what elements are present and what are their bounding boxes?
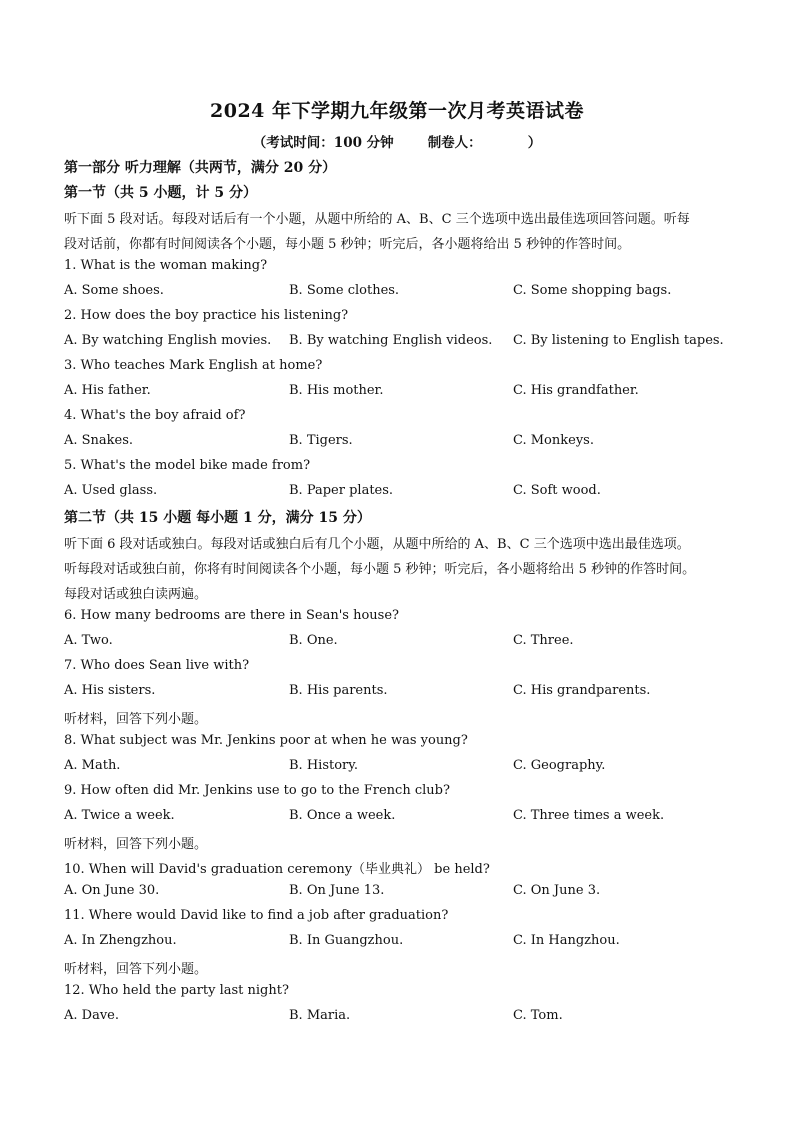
section2-instruction: 听每段对话或独白前，你将有时间阅读各个小题，每小题 5 秒钟；听完后，各小题将给出 5 秒钟的作答时间。 [64,562,696,577]
author-label: 制卷人： [427,135,482,151]
option-c: C. By listening to English tapes. [513,333,724,348]
option-a: A. Snakes. [64,433,134,448]
option-b: B. His parents. [289,683,388,698]
option-b: B. Tigers. [289,433,353,448]
material-prompt: 听材料，回答下列小题。 [64,837,208,852]
close-paren: ） [527,135,542,151]
option-c: C. Geography. [513,758,606,773]
option-b: B. On June 13. [289,883,385,898]
option-a: A. In Zhengzhou. [64,933,177,948]
part1-heading: 第一部分 听力理解（共两节，满分 20 分） [64,160,337,176]
section2-instruction: 听下面 6 段对话或独白。每段对话或独白后有几个小题，从题中所给的 A、B、C 三个选项中选出最佳选项。 [64,537,690,552]
option-c: C. Monkeys. [513,433,594,448]
question-text: 10. When will David's graduation ceremony（毕业典礼） be held? [64,862,490,877]
question-text: 6. How many bedrooms are there in Sean's house? [64,608,400,623]
question-text: 9. How often did Mr. Jenkins use to go to the French club? [64,783,450,798]
question-text: 5. What's the model bike made from? [64,458,311,473]
option-c: C. Soft wood. [513,483,601,498]
question-text: 8. What subject was Mr. Jenkins poor at when he was young? [64,733,468,748]
option-a: A. Twice a week. [64,808,175,823]
option-b: B. His mother. [289,383,384,398]
option-c: C. His grandfather. [513,383,639,398]
material-prompt: 听材料，回答下列小题。 [64,962,208,977]
option-c: C. Three times a week. [513,808,665,823]
question-text: 12. Who held the party last night? [64,983,289,998]
question-text: 2. How does the boy practice his listening? [64,308,349,323]
option-b: B. Once a week. [289,808,396,823]
exam-subtitle [0,131,794,151]
option-a: A. Dave. [64,1008,119,1023]
section2-instruction: 每段对话或独白读两遍。 [64,587,208,602]
option-b: B. History. [289,758,358,773]
option-a: A. His father. [64,383,151,398]
question-text: 4. What's the boy afraid of? [64,408,246,423]
option-b: B. Maria. [289,1008,351,1023]
section1-instruction: 段对话前，你都有时间阅读各个小题，每小题 5 秒钟；听完后，各小题将给出 5 秒钟的作答时间。 [64,237,631,252]
option-c: C. Tom. [513,1008,563,1023]
exam-time: （考试时间：100 分钟 [252,135,394,151]
section2-heading: 第二节（共 15 小题 每小题 1 分，满分 15 分） [64,510,371,526]
option-c: C. In Hangzhou. [513,933,620,948]
question-text: 3. Who teaches Mark English at home? [64,358,323,373]
option-c: C. His grandparents. [513,683,651,698]
section1-instruction: 听下面 5 段对话。每段对话后有一个小题，从题中所给的 A、B、C 三个选项中选出最佳选项回答问题。听每 [64,212,690,227]
option-a: A. Used glass. [64,483,158,498]
option-c: C. Some shopping bags. [513,283,672,298]
option-a: A. Math. [64,758,121,773]
option-a: A. His sisters. [64,683,156,698]
option-c: C. Three. [513,633,574,648]
option-b: B. Paper plates. [289,483,394,498]
exam-title: 2024 年下学期九年级第一次月考英语试卷 [210,100,584,122]
option-a: A. On June 30. [64,883,160,898]
question-text: 11. Where would David like to find a job after graduation? [64,908,449,923]
option-b: B. One. [289,633,338,648]
option-a: A. Some shoes. [64,283,164,298]
option-b: B. Some clothes. [289,283,400,298]
option-b: B. By watching English videos. [289,333,493,348]
section1-heading: 第一节（共 5 小题，计 5 分） [64,185,257,201]
material-prompt: 听材料，回答下列小题。 [64,712,208,727]
option-a: A. By watching English movies. [64,333,272,348]
option-a: A. Two. [64,633,113,648]
option-c: C. On June 3. [513,883,601,898]
option-b: B. In Guangzhou. [289,933,404,948]
question-text: 1. What is the woman making? [64,258,268,273]
question-text: 7. Who does Sean live with? [64,658,250,673]
